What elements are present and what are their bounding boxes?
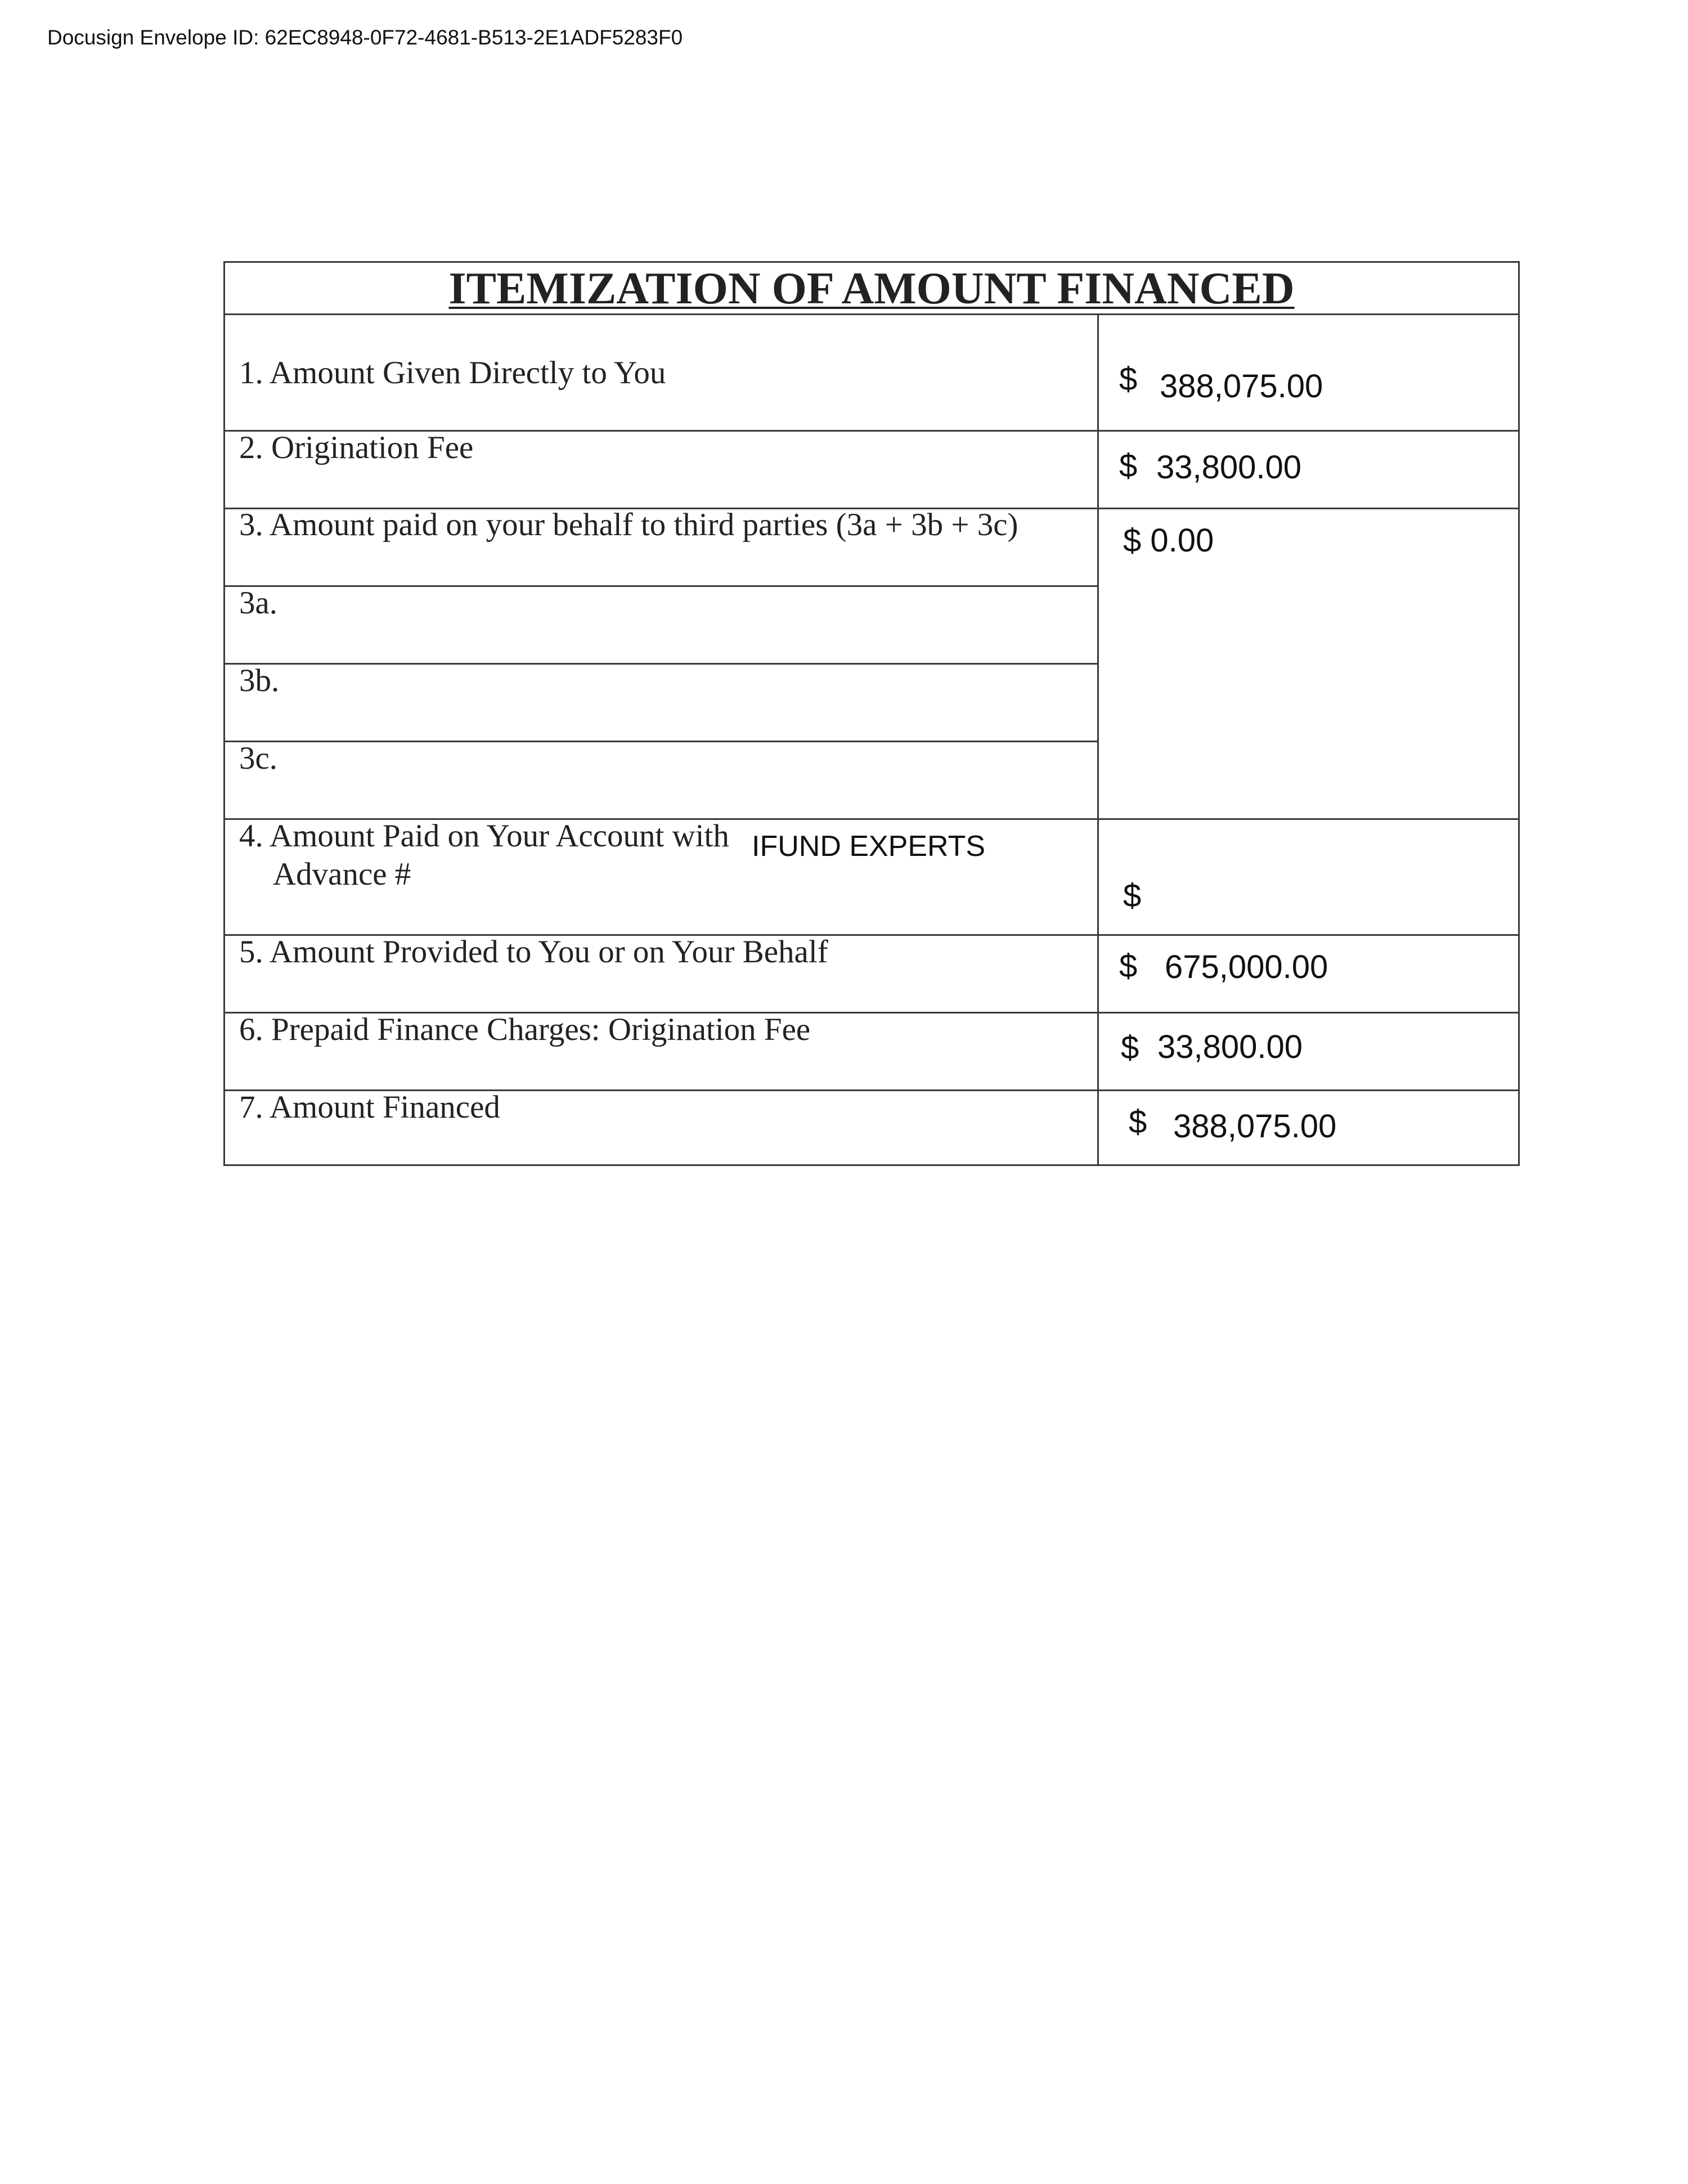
- row-divider: [225, 741, 1097, 742]
- row-7-label: 7. Amount Financed: [239, 1089, 500, 1125]
- row-1-dollar-sign: $: [1119, 361, 1138, 397]
- itemization-form: [223, 261, 1520, 1166]
- row-1-amount-field[interactable]: 388,075.00: [1160, 368, 1323, 405]
- form-title-bar: [225, 263, 1518, 315]
- row-7-dollar-sign: $: [1129, 1104, 1147, 1140]
- row-4-label: 4. Amount Paid on Your Account with: [239, 818, 729, 854]
- row-3c-label: 3c.: [239, 741, 278, 776]
- row-6-dollar-sign: $: [1121, 1029, 1139, 1066]
- row-3-label: 3. Amount paid on your behalf to third parties (3a + 3b + 3c): [239, 507, 1018, 542]
- row-3-amount-field[interactable]: $ 0.00: [1123, 522, 1214, 559]
- row-4-lender-name-field[interactable]: IFUND EXPERTS: [752, 830, 986, 863]
- row-5-label: 5. Amount Provided to You or on Your Behalf: [239, 934, 828, 970]
- row-6-label: 6. Prepaid Finance Charges: Origination Fee: [239, 1012, 811, 1047]
- row-1-label: 1. Amount Given Directly to You: [239, 355, 666, 391]
- row-divider: [225, 663, 1097, 665]
- row-7-amount-field[interactable]: 388,075.00: [1173, 1108, 1337, 1145]
- row-divider: [225, 585, 1097, 587]
- row-4-dollar-sign: $: [1123, 877, 1142, 914]
- row-2-dollar-sign: $: [1119, 447, 1138, 484]
- row-4-label-advance: Advance #: [273, 856, 411, 892]
- row-3b-label: 3b.: [239, 663, 280, 698]
- row-3a-label: 3a.: [239, 585, 278, 621]
- row-5-dollar-sign: $: [1119, 948, 1138, 984]
- form-title: ITEMIZATION OF AMOUNT FINANCED: [448, 264, 1295, 313]
- row-5-amount-field[interactable]: 675,000.00: [1165, 949, 1328, 985]
- row-2-amount-field[interactable]: 33,800.00: [1156, 449, 1302, 486]
- row-6-amount-field[interactable]: 33,800.00: [1157, 1029, 1303, 1065]
- docusign-envelope-id: Docusign Envelope ID: 62EC8948-0F72-4681-B513-2E1ADF5283F0: [47, 26, 683, 49]
- row-2-label: 2. Origination Fee: [239, 430, 474, 465]
- column-divider: [1097, 315, 1099, 1164]
